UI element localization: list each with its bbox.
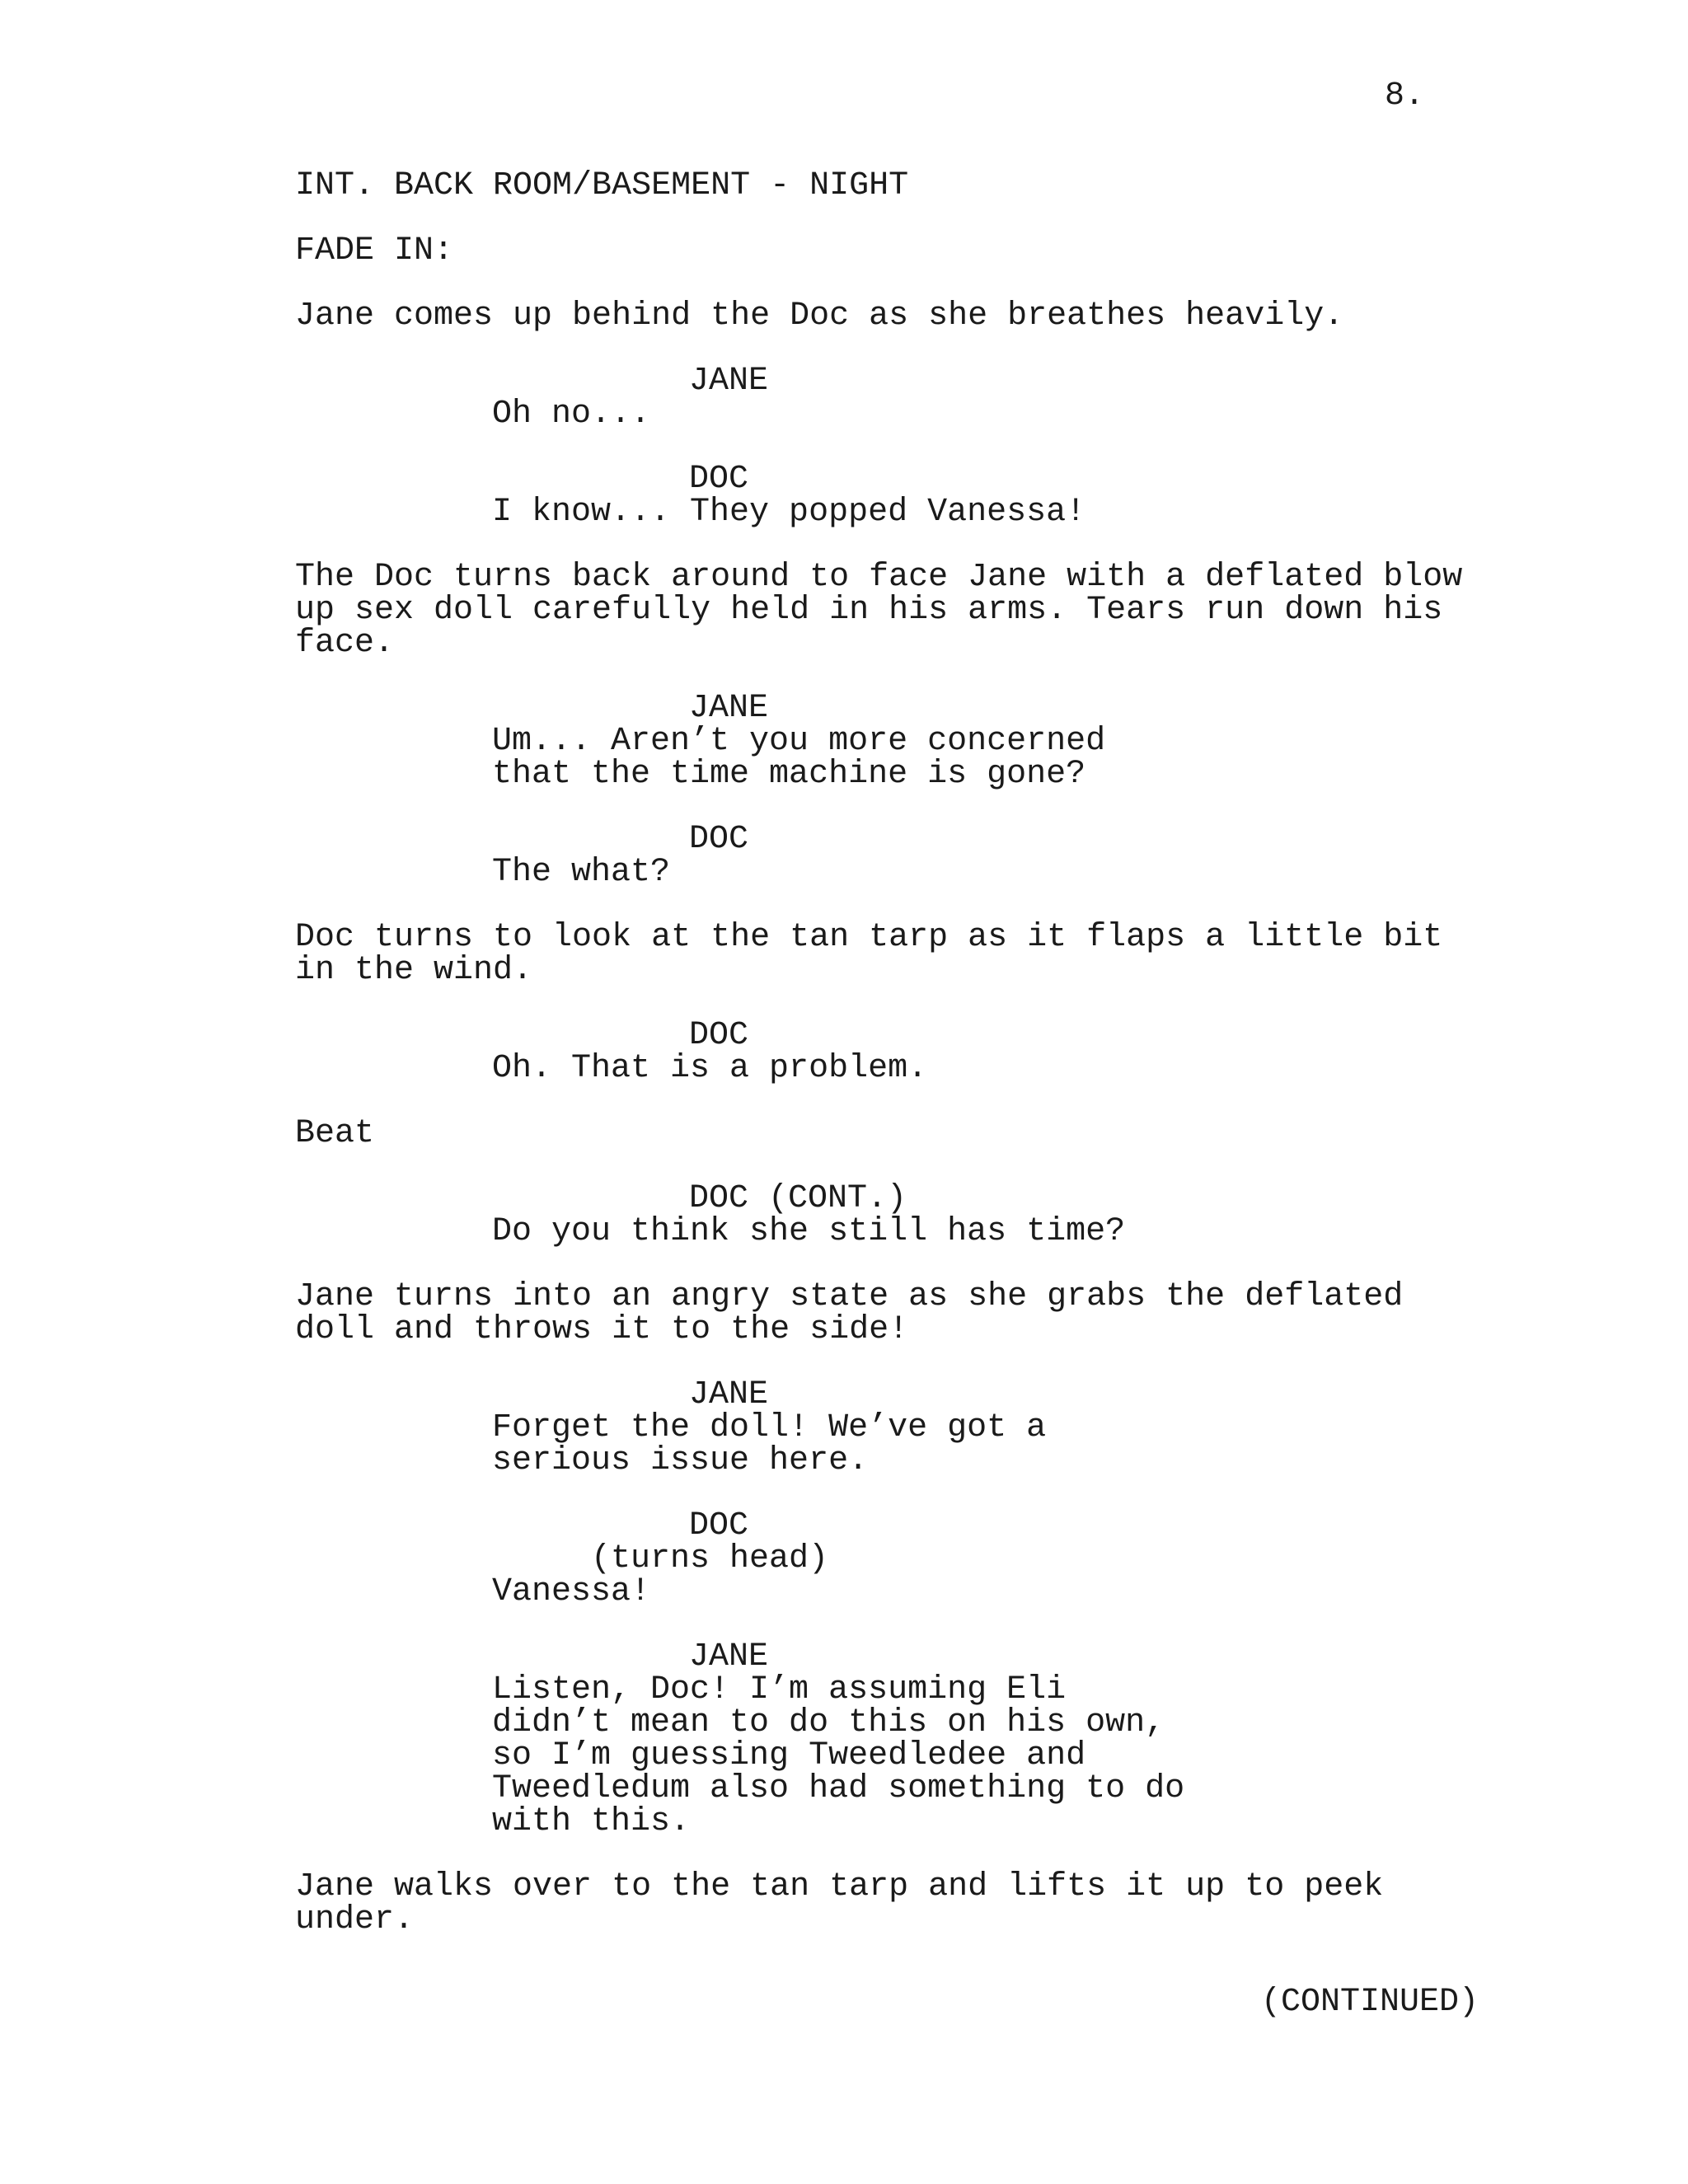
character-name: JANE	[689, 1638, 769, 1675]
character-name: DOC	[689, 461, 749, 498]
action-line: Jane walks over to the tan tarp and lifts it up to peek	[295, 1868, 1384, 1905]
dialogue-line: I know... They popped Vanessa!	[492, 494, 1086, 531]
action-line: The Doc turns back around to face Jane with a deflated blow	[295, 559, 1463, 596]
action-line: Doc turns to look at the tan tarp as it flaps a little bit	[295, 919, 1443, 956]
dialogue-line: Oh. That is a problem.	[492, 1050, 928, 1087]
action-line: face.	[295, 625, 395, 662]
dialogue-line: Forget the doll! We’ve got a	[492, 1409, 1047, 1446]
dialogue-line: Vanessa!	[492, 1573, 651, 1610]
dialogue-line: didn’t mean to do this on his own,	[492, 1704, 1165, 1741]
character-name: JANE	[689, 690, 769, 727]
character-name: DOC	[689, 1507, 749, 1544]
parenthetical: (turns head)	[591, 1540, 829, 1577]
dialogue-line: The what?	[492, 854, 671, 891]
action-line: under.	[295, 1901, 415, 1938]
dialogue-line: Listen, Doc! I’m assuming Eli	[492, 1671, 1067, 1708]
action-line: in the wind.	[295, 952, 533, 989]
dialogue-line: so I’m guessing Tweedledee and	[492, 1737, 1086, 1774]
action-line: Jane turns into an angry state as she grabs the deflated	[295, 1278, 1404, 1315]
character-name: JANE	[689, 363, 769, 400]
character-name: DOC (CONT.)	[689, 1180, 907, 1217]
character-name: DOC	[689, 821, 749, 858]
dialogue-line: that the time machine is gone?	[492, 756, 1086, 793]
continued-marker: (CONTINUED)	[1261, 1984, 1479, 2021]
dialogue-line: Tweedledum also had something to do	[492, 1770, 1185, 1807]
page-number: 8.	[1385, 77, 1425, 115]
action-line: up sex doll carefully held in his arms. Tears run down his	[295, 592, 1443, 629]
scene-heading: INT. BACK ROOM/BASEMENT - NIGHT	[295, 167, 909, 204]
action-line: Jane comes up behind the Doc as she breathes heavily.	[295, 298, 1344, 335]
dialogue-line: with this.	[492, 1803, 691, 1840]
dialogue-line: Do you think she still has time?	[492, 1213, 1126, 1250]
character-name: DOC	[689, 1017, 749, 1054]
character-name: JANE	[689, 1376, 769, 1413]
dialogue-line: serious issue here.	[492, 1442, 869, 1479]
action-line: Beat	[295, 1115, 375, 1152]
dialogue-line: Um... Aren’t you more concerned	[492, 723, 1106, 760]
dialogue-line: Oh no...	[492, 396, 651, 433]
action-line: doll and throws it to the side!	[295, 1311, 909, 1348]
transition: FADE IN:	[295, 232, 454, 269]
